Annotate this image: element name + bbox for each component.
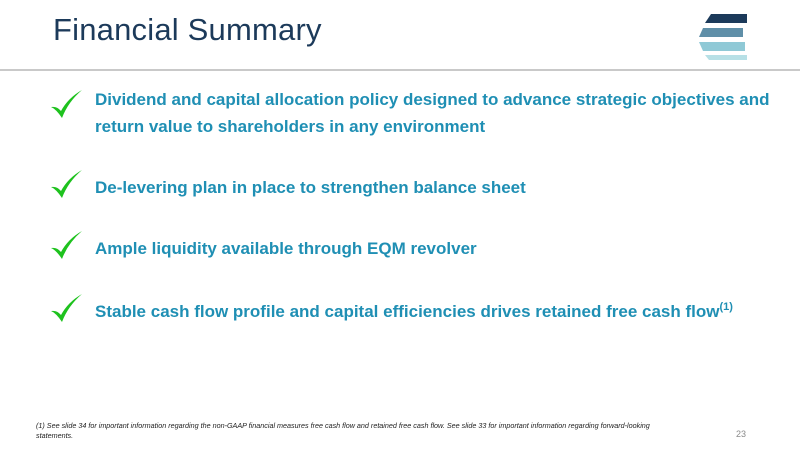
footnote: (1) See slide 34 for important information regarding the non-GAAP financial measures free cash flow and retained free cash flow. See slide 33 for important information regarding forward-looking statements.: [36, 421, 650, 440]
page-number: 23: [736, 429, 747, 439]
company-logo: [697, 14, 747, 60]
footnote-marker: (1): [719, 301, 733, 313]
checkmark-icon: [48, 292, 84, 326]
bullet-text: Ample liquidity available through EQM revolver: [95, 239, 477, 258]
checkmark-icon: [48, 88, 84, 122]
checkmark-icon: [48, 229, 84, 263]
title-divider: [0, 69, 800, 71]
checkmark-icon: [48, 168, 84, 202]
bullet-text: Stable cash flow profile and capital efficiencies drives retained free cash flow$^{(1)}$: [95, 301, 733, 321]
bullet-text: De-levering plan in place to strengthen balance sheet: [95, 178, 526, 197]
bullet-text: Dividend and capital allocation policy designed to advance strategic objectives and return value to shareholders in any environment: [95, 90, 770, 136]
slide-title: Financial Summary: [53, 12, 322, 47]
